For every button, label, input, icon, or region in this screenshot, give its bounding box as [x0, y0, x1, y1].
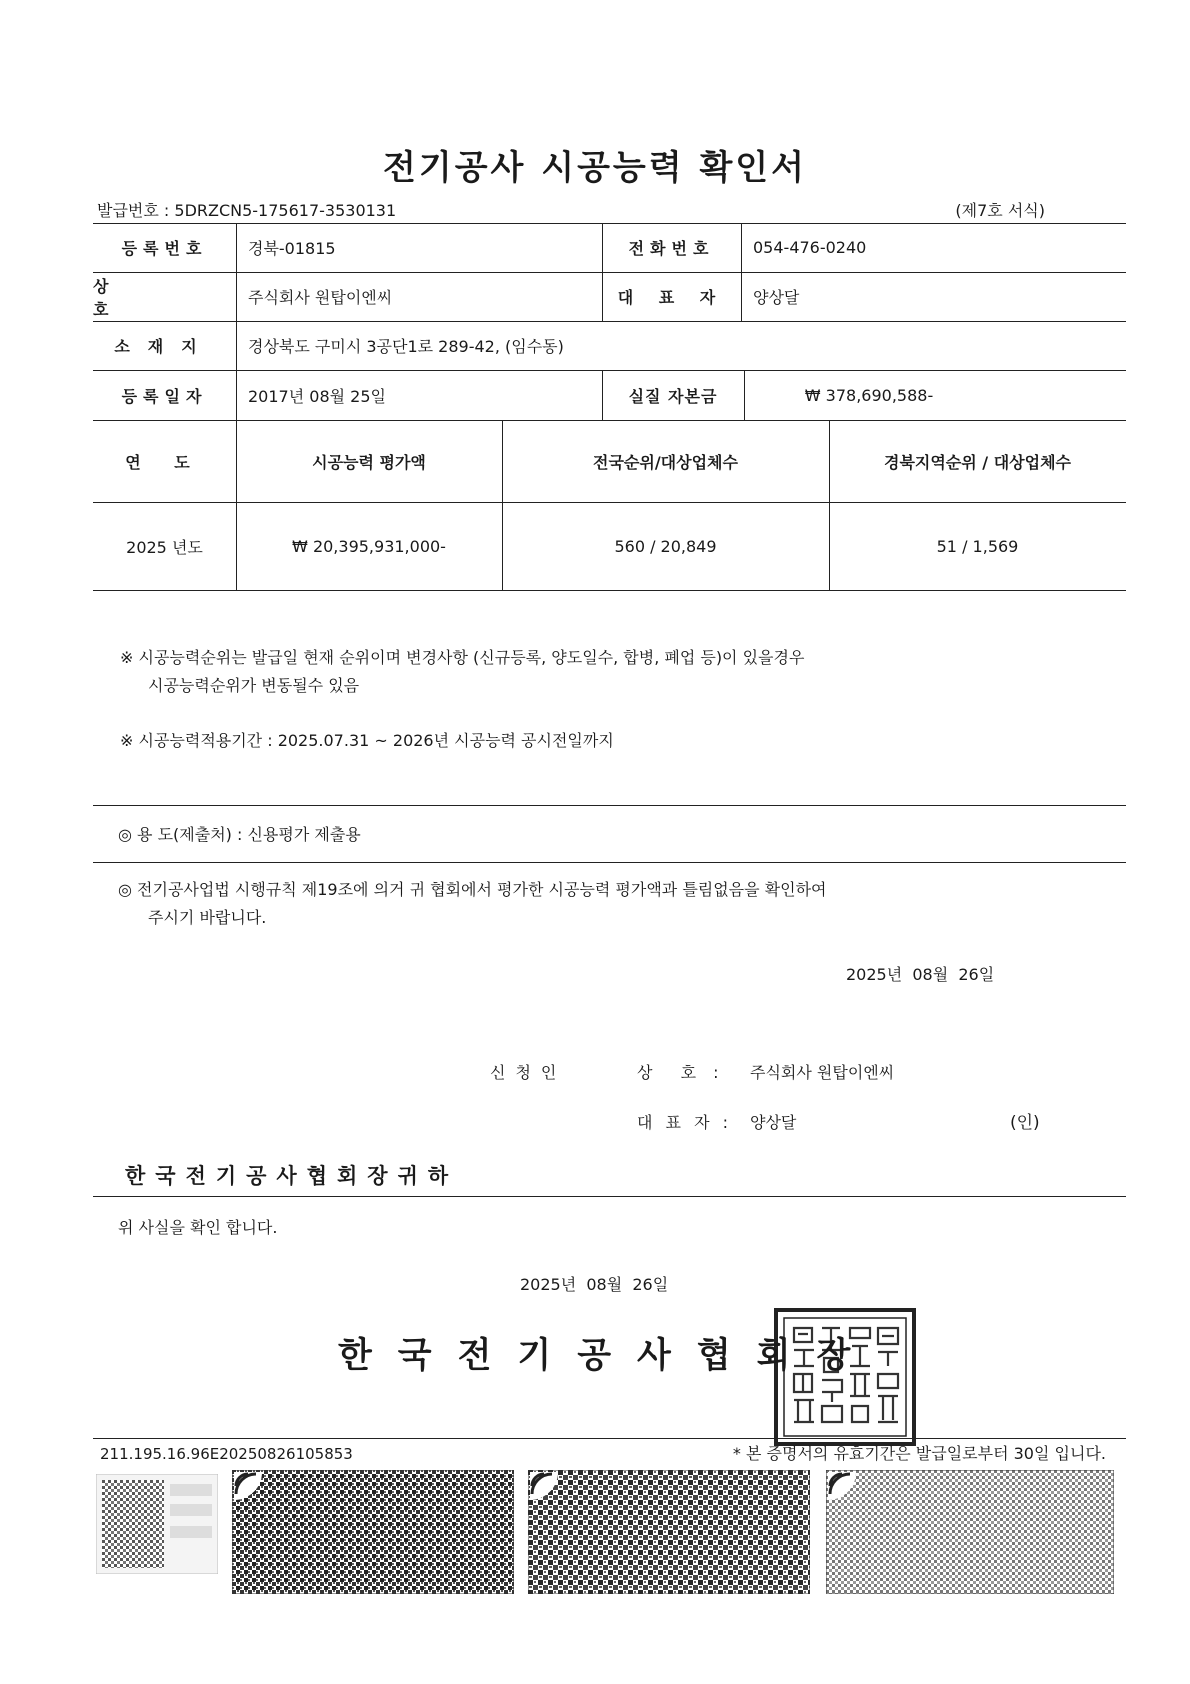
phone-label: 전화번호 — [628, 239, 715, 258]
reg-no-value: 경북-01815 — [248, 239, 336, 258]
divider — [93, 805, 1126, 806]
document-title: 전기공사 시공능력 확인서 — [383, 148, 807, 188]
applicant-ceo-label: 대 표 자 : — [637, 1113, 733, 1132]
applicant-company-label: 상 호 : — [637, 1063, 725, 1082]
request-date: 2025년 08월 26일 — [846, 965, 995, 984]
ceo-value: 양상달 — [753, 288, 800, 307]
address-label: 소재지 — [114, 337, 215, 356]
applicant-label: 신청인 — [490, 1063, 567, 1082]
confirmation-date: 2025년 08월 26일 — [520, 1275, 669, 1294]
divider — [93, 1196, 1126, 1197]
ceo-label: 대 표 자 — [617, 288, 726, 307]
request-line1: ◎ 전기공사업법 시행규칙 제19조에 의거 귀 협회에서 평가한 시공능력 평가액과 틀림없음을 확인하여 — [118, 880, 827, 899]
regional-rank-header: 경북지역순위 / 대상업체수 — [883, 452, 1071, 472]
ranking-note-line1: ※ 시공능력순위는 발급일 현재 순위이며 변경사항 (신규등록, 양도일수, 합병, 폐업 등)이 있을경우 — [120, 648, 805, 667]
year-header: 연 도 — [125, 452, 204, 472]
validity-note: * 본 증명서의 유효기간은 발급일로부터 30일 입니다. — [732, 1444, 1106, 1463]
addressee: 한국전기공사협회장귀하 — [125, 1164, 459, 1188]
company-label: 상 호 — [93, 276, 149, 319]
national-rank-header: 전국순위/대상업체수 — [593, 452, 738, 472]
form-number: (제7호 서식) — [955, 201, 1045, 220]
company-value: 주식회사 원탑이엔씨 — [248, 288, 393, 307]
regional-rank-value: 51 / 1,569 — [936, 536, 1019, 556]
issue-code: 211.195.16.96E20250826105853 — [100, 1445, 353, 1463]
applicant-ceo: 양상달 — [750, 1113, 797, 1132]
capital-label: 실질 자본금 — [628, 386, 718, 406]
2d-barcode-1 — [232, 1470, 514, 1594]
issue-number: 발급번호 : 5DRZCN5-175617-3530131 — [97, 201, 397, 220]
request-line2: 주시기 바랍니다. — [148, 908, 267, 927]
divider — [93, 862, 1126, 863]
qr-code — [96, 1474, 218, 1574]
reg-no-label: 등록번호 — [121, 239, 208, 258]
confirmation-text: 위 사실을 확인 합니다. — [118, 1218, 278, 1237]
table-bottom-border — [93, 590, 1126, 591]
reg-date-value: 2017년 08월 25일 — [248, 386, 386, 406]
footer-divider — [93, 1438, 1126, 1439]
reg-date-label: 등록일자 — [121, 386, 208, 406]
2d-barcode-3 — [826, 1470, 1114, 1594]
purpose-line: ◎ 용 도(제출처) : 신용평가 제출용 — [118, 825, 361, 844]
year-value: 2025 년도 — [126, 537, 203, 557]
application-period-note: ※ 시공능력적용기간 : 2025.07.31 ~ 2026년 시공능력 공시전일까지 — [120, 731, 614, 750]
evaluation-value: ₩ 20,395,931,000- — [292, 536, 446, 556]
evaluation-header: 시공능력 평가액 — [312, 452, 426, 472]
2d-barcode-2 — [528, 1470, 810, 1594]
ranking-note-line2: 시공능력순위가 변동될수 있음 — [148, 676, 360, 695]
address-value: 경상북도 구미시 3공단1로 289-42, (임수동) — [248, 337, 564, 356]
applicant-company: 주식회사 원탑이엔씨 — [750, 1063, 895, 1082]
capital-value: ₩ 378,690,588- — [804, 385, 934, 405]
national-rank-value: 560 / 20,849 — [614, 536, 717, 556]
seal-mark: (인) — [1010, 1113, 1040, 1133]
issuer-name: 한국전기공사협회장 — [338, 1336, 877, 1376]
phone-value: 054-476-0240 — [753, 238, 867, 257]
